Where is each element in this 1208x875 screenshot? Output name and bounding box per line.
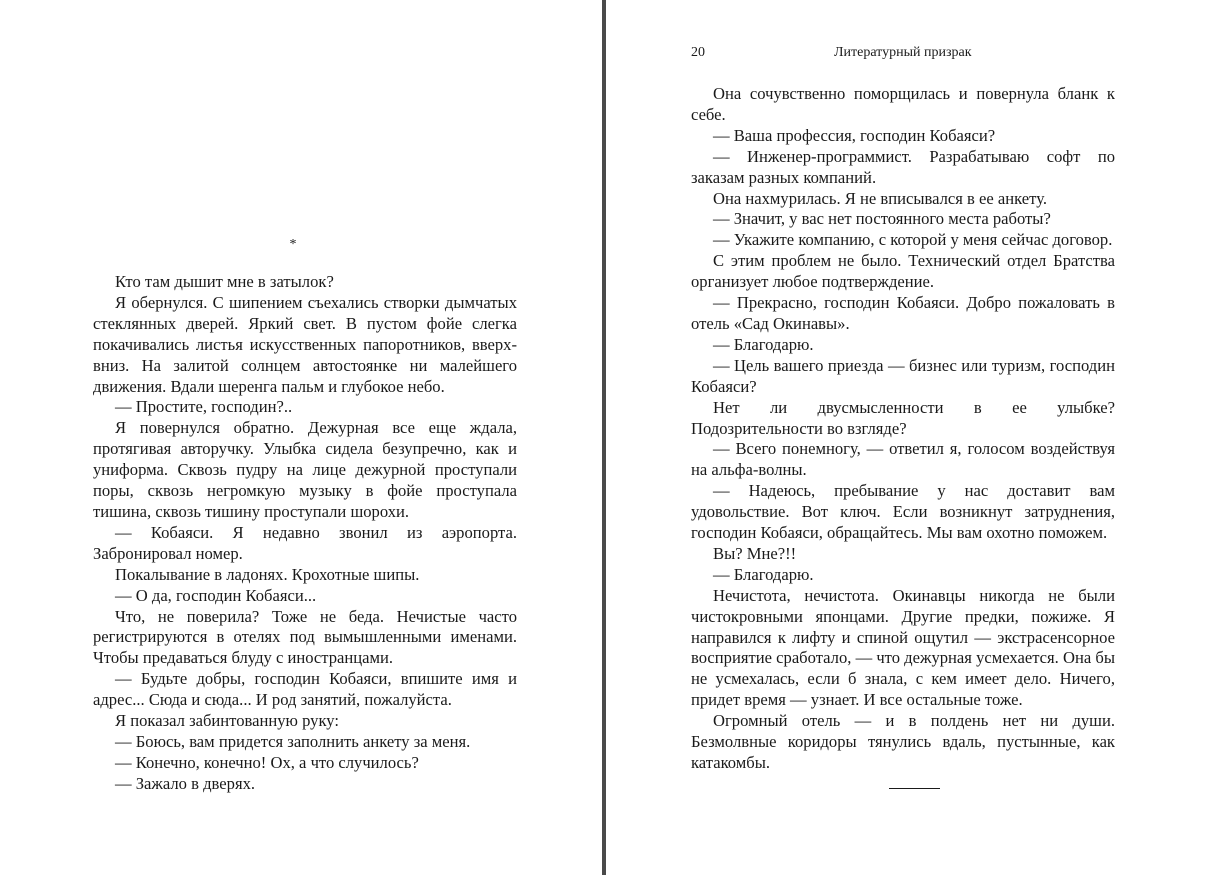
paragraph: — Кобаяси. Я недавно звонил из аэропорта. Забронировал номер. [93,522,517,563]
paragraph: — Зажало в дверях. [115,773,256,793]
paragraph: Огромный отель — и в полдень нет ни души. Безмолвные коридоры тянулись вдаль, пустынные, как катакомбы. [691,711,1115,772]
left-page-text [93,272,517,795]
paragraph: Она нахмурилась. Я не вписывался в ее анкету. [713,188,1047,208]
paragraph: Она сочувственно поморщилась и повернула бланк к себе. [691,84,1115,124]
paragraph: Нечистота, нечистота. Окинавцы никогда не были чистокровными японцами. Другие предки, пожиже. Я направился к лифту и спиной ощутил — экстрасенсорное восприятие сработало, — что дежурная усмехается. Она бы не усмехалась, если б знала, с кем имеет дело. Ничего, придет время — узнает. И все остальные тоже. [691,585,1115,710]
paragraph: Я повернулся обратно. Дежурная все еще ждала, протягивая авторучку. Улыбка сидела безупречно, как и униформа. Сквозь пудру на лице дежурной проступали поры, сквозь негромкую музыку в фойе проступала тишина, сквозь тишину проступали шорохи. [93,418,517,521]
paragraph: — Цель вашего приезда — бизнес или туризм, господин Кобаяси? [691,355,1115,396]
running-head [691,45,1115,65]
paragraph: — О да, господин Кобаяси... [115,585,317,605]
paragraph: С этим проблем не было. Технический отдел Братства организует любое подтверждение. [691,251,1115,292]
paragraph: — Боюсь, вам придется заполнить анкету за меня. [115,731,471,751]
paragraph: Я показал забинтованную руку: [115,711,339,731]
running-title: Литературный призрак [834,45,972,60]
section-break-asterisk: * [289,237,297,252]
page-number: 20 [691,45,705,60]
paragraph: Нет ли двусмысленности в ее улыбке? Подозрительности во взгляде? [691,397,1115,438]
paragraph: Я обернулся. С шипением съехались створки дымчатых стеклянных дверей. Яркий свет. В пустом фойе слегка покачивались листья искусственных папоротников, вверх-вниз. На залитой солнцем автостоянке ни малейшего движения. Вдали шеренга пальм и глубокое небо. [93,292,517,396]
paragraph: — Благодарю. [713,334,814,354]
paragraph: — Будьте добры, господин Кобаяси, впишите имя и адрес... Сюда и сюда... И род занятий, пожалуйста. [93,669,517,710]
paragraph: — Инженер-программист. Разрабатываю софт по заказам разных компаний. [691,146,1115,187]
paragraph: — Значит, у вас нет постоянного места работы? [713,209,1051,229]
chapter-end-rule [889,788,940,789]
paragraph: — Прекрасно, господин Кобаяси. Добро пожаловать в отель «Сад Окинавы». [691,293,1115,333]
paragraph: Вы? Мне?!! [713,543,797,563]
paragraph: — Укажите компанию, с которой у меня сейчас договор. [713,230,1113,250]
left-page [0,0,603,875]
right-page-text [691,84,1115,774]
paragraph: Что, не поверила? Тоже не беда. Нечистые часто регистрируются в отелях под вымышленными именами. Чтобы предаваться блуду с иностранцами. [93,606,517,668]
paragraph: — Простите, господин?.. [115,397,293,417]
paragraph: — Всего понемногу, — ответил я, голосом воздействуя на альфа-волны. [691,439,1115,480]
right-page [606,0,1208,875]
paragraph: — Ваша профессия, господин Кобаяси? [713,125,996,145]
paragraph: — Конечно, конечно! Ох, а что случилось? [115,752,419,772]
paragraph: Кто там дышит мне в затылок? [115,272,334,291]
paragraph: Покалывание в ладонях. Крохотные шипы. [115,564,420,584]
paragraph: — Надеюсь, пребывание у нас доставит вам удовольствие. Вот ключ. Если возникнут затруднения, господин Кобаяси, обращайтесь. Мы вам охотно поможем. [691,481,1115,543]
paragraph: — Благодарю. [713,564,814,584]
